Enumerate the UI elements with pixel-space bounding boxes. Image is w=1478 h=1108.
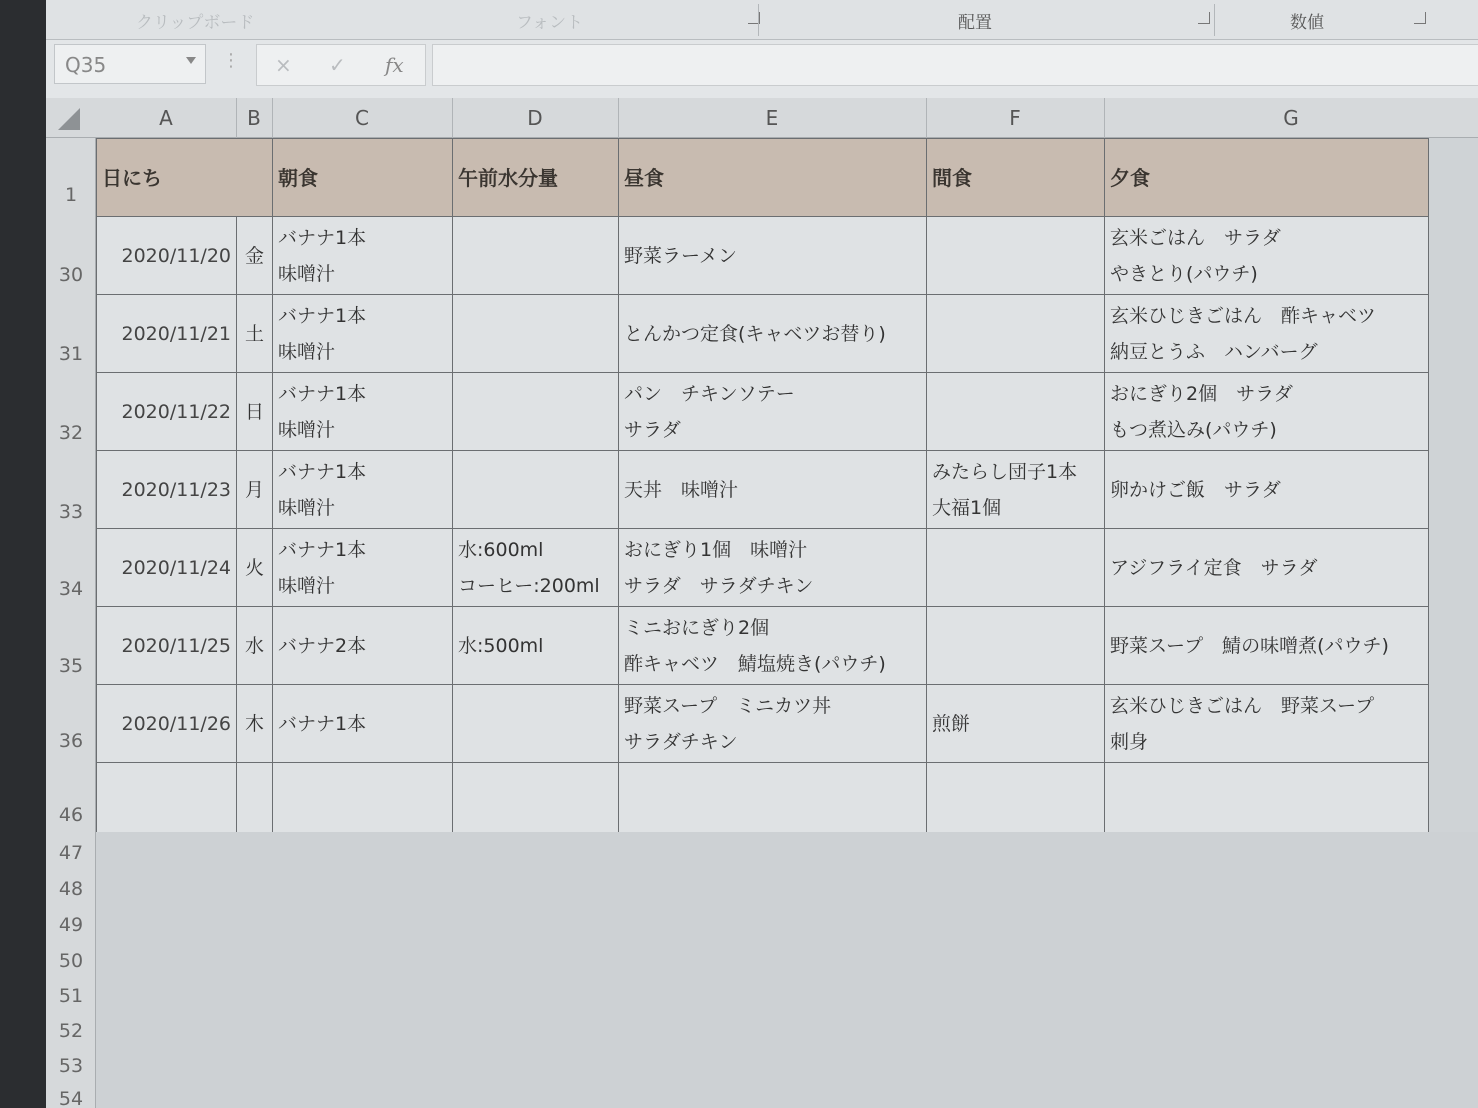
snack-cell[interactable] (927, 451, 1105, 529)
table-row (97, 685, 1429, 763)
snack-cell-line: みたらし団子1本 (932, 460, 1078, 483)
dinner-cell[interactable] (1105, 607, 1429, 685)
insert-function-icon[interactable]: fx (385, 53, 404, 77)
header-date[interactable]: 日にち (97, 139, 273, 217)
dinner-cell-line: 刺身 (1110, 730, 1149, 753)
row-header[interactable]: 48 (58, 878, 84, 900)
table-row (97, 451, 1429, 529)
breakfast-cell-line: 味噌汁 (278, 418, 336, 441)
breakfast-cell-line: 味噌汁 (278, 340, 336, 363)
meal-log-table (96, 138, 1429, 837)
column-headers (46, 98, 1478, 138)
ribbon-separator (1214, 4, 1215, 36)
ribbon-group-alignment-label: 配置 (958, 13, 992, 33)
row-headers (46, 138, 96, 1108)
snack-cell[interactable] (927, 685, 1105, 763)
empty-cell[interactable] (273, 763, 453, 837)
water-cell[interactable] (453, 529, 619, 607)
lunch-cell[interactable] (619, 685, 927, 763)
row-header-1[interactable]: 1 (64, 184, 78, 206)
table-row (97, 217, 1429, 295)
table-row (97, 295, 1429, 373)
ribbon-separator (758, 4, 759, 36)
breakfast-cell-line: バナナ1本 (278, 712, 367, 735)
water-cell[interactable] (453, 217, 619, 295)
dinner-cell[interactable] (1105, 295, 1429, 373)
lunch-cell-line: サラダ サラダチキン (624, 574, 814, 597)
formula-input[interactable] (432, 44, 1478, 86)
lunch-cell-line: サラダチキン (624, 730, 738, 753)
dinner-cell[interactable] (1105, 685, 1429, 763)
breakfast-cell[interactable] (273, 607, 453, 685)
lunch-cell[interactable] (619, 373, 927, 451)
breakfast-cell-line: バナナ1本 (278, 226, 367, 249)
alignment-dialog-launcher-icon[interactable] (1198, 12, 1210, 24)
dinner-cell-line: やきとり(パウチ) (1110, 262, 1258, 285)
weekday-cell[interactable]: 木 (237, 685, 273, 763)
breakfast-cell[interactable] (273, 685, 453, 763)
weekday-cell[interactable]: 日 (237, 373, 273, 451)
date-cell[interactable]: 2020/11/23 (97, 451, 237, 529)
breakfast-cell[interactable] (273, 373, 453, 451)
breakfast-cell-line: バナナ2本 (278, 634, 367, 657)
row-header[interactable]: 36 (58, 730, 84, 752)
dinner-cell-line: 玄米ひじきごはん 野菜スープ (1110, 694, 1375, 717)
snack-cell[interactable] (927, 529, 1105, 607)
water-cell-line: コーヒー:200ml (458, 574, 600, 597)
water-cell[interactable] (453, 373, 619, 451)
date-cell[interactable]: 2020/11/25 (97, 607, 237, 685)
date-cell[interactable]: 2020/11/24 (97, 529, 237, 607)
dinner-cell-line: 玄米ひじきごはん 酢キャベツ (1110, 304, 1377, 327)
lunch-cell-line: サラダ (624, 418, 681, 441)
empty-sheet-area[interactable] (96, 832, 1478, 1108)
header-breakfast[interactable]: 朝食 (273, 139, 453, 217)
header-water[interactable]: 午前水分量 (453, 139, 619, 217)
lunch-cell-line: 酢キャベツ 鯖塩焼き(パウチ) (624, 652, 886, 675)
lunch-cell-line: パン チキンソテー (624, 382, 795, 405)
ribbon-group-font-label: フォント (516, 13, 584, 33)
breakfast-cell[interactable] (273, 451, 453, 529)
breakfast-cell-line: バナナ1本 (278, 460, 367, 483)
column-header-c[interactable]: C (355, 106, 369, 130)
dinner-cell-line: 卵かけご飯 サラダ (1110, 478, 1281, 501)
row-header[interactable]: 53 (58, 1055, 84, 1077)
row-header[interactable]: 46 (58, 804, 84, 826)
water-cell-line: 水:500ml (458, 634, 544, 657)
row-header[interactable]: 47 (58, 842, 84, 864)
row-header[interactable]: 33 (58, 501, 84, 523)
name-box[interactable]: Q35 (54, 44, 206, 84)
date-cell[interactable]: 2020/11/22 (97, 373, 237, 451)
ribbon-group-labels (46, 0, 1478, 40)
breakfast-cell-line: バナナ1本 (278, 304, 367, 327)
row-header[interactable]: 32 (58, 422, 84, 444)
breakfast-cell-line: 味噌汁 (278, 496, 336, 519)
breakfast-cell-line: 味噌汁 (278, 574, 336, 597)
breakfast-cell-line: バナナ1本 (278, 538, 367, 561)
empty-cell[interactable] (97, 763, 237, 837)
row-header[interactable]: 30 (58, 264, 84, 286)
weekday-cell[interactable]: 土 (237, 295, 273, 373)
dinner-cell-line: 野菜スープ 鯖の味噌煮(パウチ) (1110, 634, 1389, 657)
header-row (97, 139, 1429, 217)
table-row (97, 607, 1429, 685)
weekday-cell[interactable]: 火 (237, 529, 273, 607)
water-cell[interactable] (453, 607, 619, 685)
lunch-cell-line: 野菜ラーメン (624, 244, 738, 267)
date-cell[interactable]: 2020/11/20 (97, 217, 237, 295)
weekday-cell[interactable]: 水 (237, 607, 273, 685)
empty-cell[interactable] (237, 763, 273, 837)
dinner-cell[interactable] (1105, 373, 1429, 451)
formula-bar-grip-icon: ⋮ (222, 50, 240, 71)
lunch-cell[interactable] (619, 217, 927, 295)
table-row (97, 373, 1429, 451)
breakfast-cell[interactable] (273, 295, 453, 373)
empty-table-row (97, 763, 1429, 837)
dinner-cell-line: おにぎり2個 サラダ (1110, 382, 1293, 405)
lunch-cell-line: 天丼 味噌汁 (624, 478, 739, 501)
breakfast-cell-line: 味噌汁 (278, 262, 336, 285)
lunch-cell[interactable] (619, 529, 927, 607)
water-cell[interactable] (453, 451, 619, 529)
row-header[interactable]: 31 (58, 343, 84, 365)
breakfast-cell-line: バナナ1本 (278, 382, 367, 405)
row-header[interactable]: 52 (58, 1020, 84, 1042)
weekday-cell[interactable]: 月 (237, 451, 273, 529)
formula-buttons (256, 44, 426, 86)
lunch-cell-line: おにぎり1個 味噌汁 (624, 538, 808, 561)
column-header-a[interactable]: A (159, 106, 173, 130)
breakfast-cell[interactable] (273, 217, 453, 295)
dinner-cell[interactable] (1105, 451, 1429, 529)
spreadsheet-window (46, 0, 1478, 1108)
column-header-g[interactable]: G (1283, 106, 1299, 130)
breakfast-cell[interactable] (273, 529, 453, 607)
dinner-cell-line: アジフライ定食 サラダ (1110, 556, 1318, 579)
dinner-cell-line: 納豆とうふ ハンバーグ (1110, 340, 1318, 363)
empty-cell[interactable] (927, 763, 1105, 837)
ribbon-group-number-label: 数値 (1290, 13, 1324, 33)
cancel-icon[interactable]: × (275, 53, 292, 77)
row-header[interactable]: 49 (58, 914, 84, 936)
dinner-cell[interactable] (1105, 529, 1429, 607)
empty-cell[interactable] (619, 763, 927, 837)
empty-cell[interactable] (453, 763, 619, 837)
row-header[interactable]: 35 (58, 655, 84, 677)
snack-cell[interactable] (927, 295, 1105, 373)
name-box-dropdown-icon[interactable] (186, 57, 196, 64)
snack-cell[interactable] (927, 607, 1105, 685)
column-header-b[interactable]: B (247, 106, 261, 130)
lunch-cell-line: とんかつ定食(キャベツお替り) (624, 322, 886, 345)
select-all-icon[interactable] (58, 108, 80, 130)
header-snack[interactable]: 間食 (927, 139, 1105, 217)
column-header-e[interactable]: E (765, 106, 779, 130)
water-cell[interactable] (453, 295, 619, 373)
lunch-cell[interactable] (619, 607, 927, 685)
cell-grid (96, 138, 1429, 837)
water-cell[interactable] (453, 685, 619, 763)
number-dialog-launcher-icon[interactable] (1414, 12, 1426, 24)
snack-cell[interactable] (927, 217, 1105, 295)
ribbon-group-clipboard-label: クリップボード (136, 13, 255, 33)
empty-cell[interactable] (1105, 763, 1429, 837)
water-cell-line: 水:600ml (458, 538, 544, 561)
date-cell[interactable]: 2020/11/26 (97, 685, 237, 763)
lunch-cell-line: 野菜スープ ミニカツ丼 (624, 694, 832, 717)
snack-cell[interactable] (927, 373, 1105, 451)
row-header[interactable]: 50 (58, 950, 84, 972)
lunch-cell[interactable] (619, 451, 927, 529)
date-cell[interactable]: 2020/11/21 (97, 295, 237, 373)
snack-cell-line: 大福1個 (932, 496, 1002, 519)
lunch-cell[interactable] (619, 295, 927, 373)
column-header-d[interactable]: D (527, 106, 543, 130)
dinner-cell-line: 玄米ごはん サラダ (1110, 226, 1281, 249)
dinner-cell[interactable] (1105, 217, 1429, 295)
header-lunch[interactable]: 昼食 (619, 139, 927, 217)
formula-bar (46, 40, 1478, 98)
row-header[interactable]: 54 (58, 1088, 84, 1108)
header-dinner[interactable]: 夕食 (1105, 139, 1429, 217)
dinner-cell-line: もつ煮込み(パウチ) (1110, 418, 1277, 441)
snack-cell-line: 煎餅 (932, 712, 971, 735)
column-header-f[interactable]: F (1009, 106, 1021, 130)
weekday-cell[interactable]: 金 (237, 217, 273, 295)
row-header[interactable]: 34 (58, 578, 84, 600)
row-header[interactable]: 51 (58, 985, 84, 1007)
enter-icon[interactable]: ✓ (329, 53, 346, 77)
table-row (97, 529, 1429, 607)
lunch-cell-line: ミニおにぎり2個 (624, 616, 770, 639)
